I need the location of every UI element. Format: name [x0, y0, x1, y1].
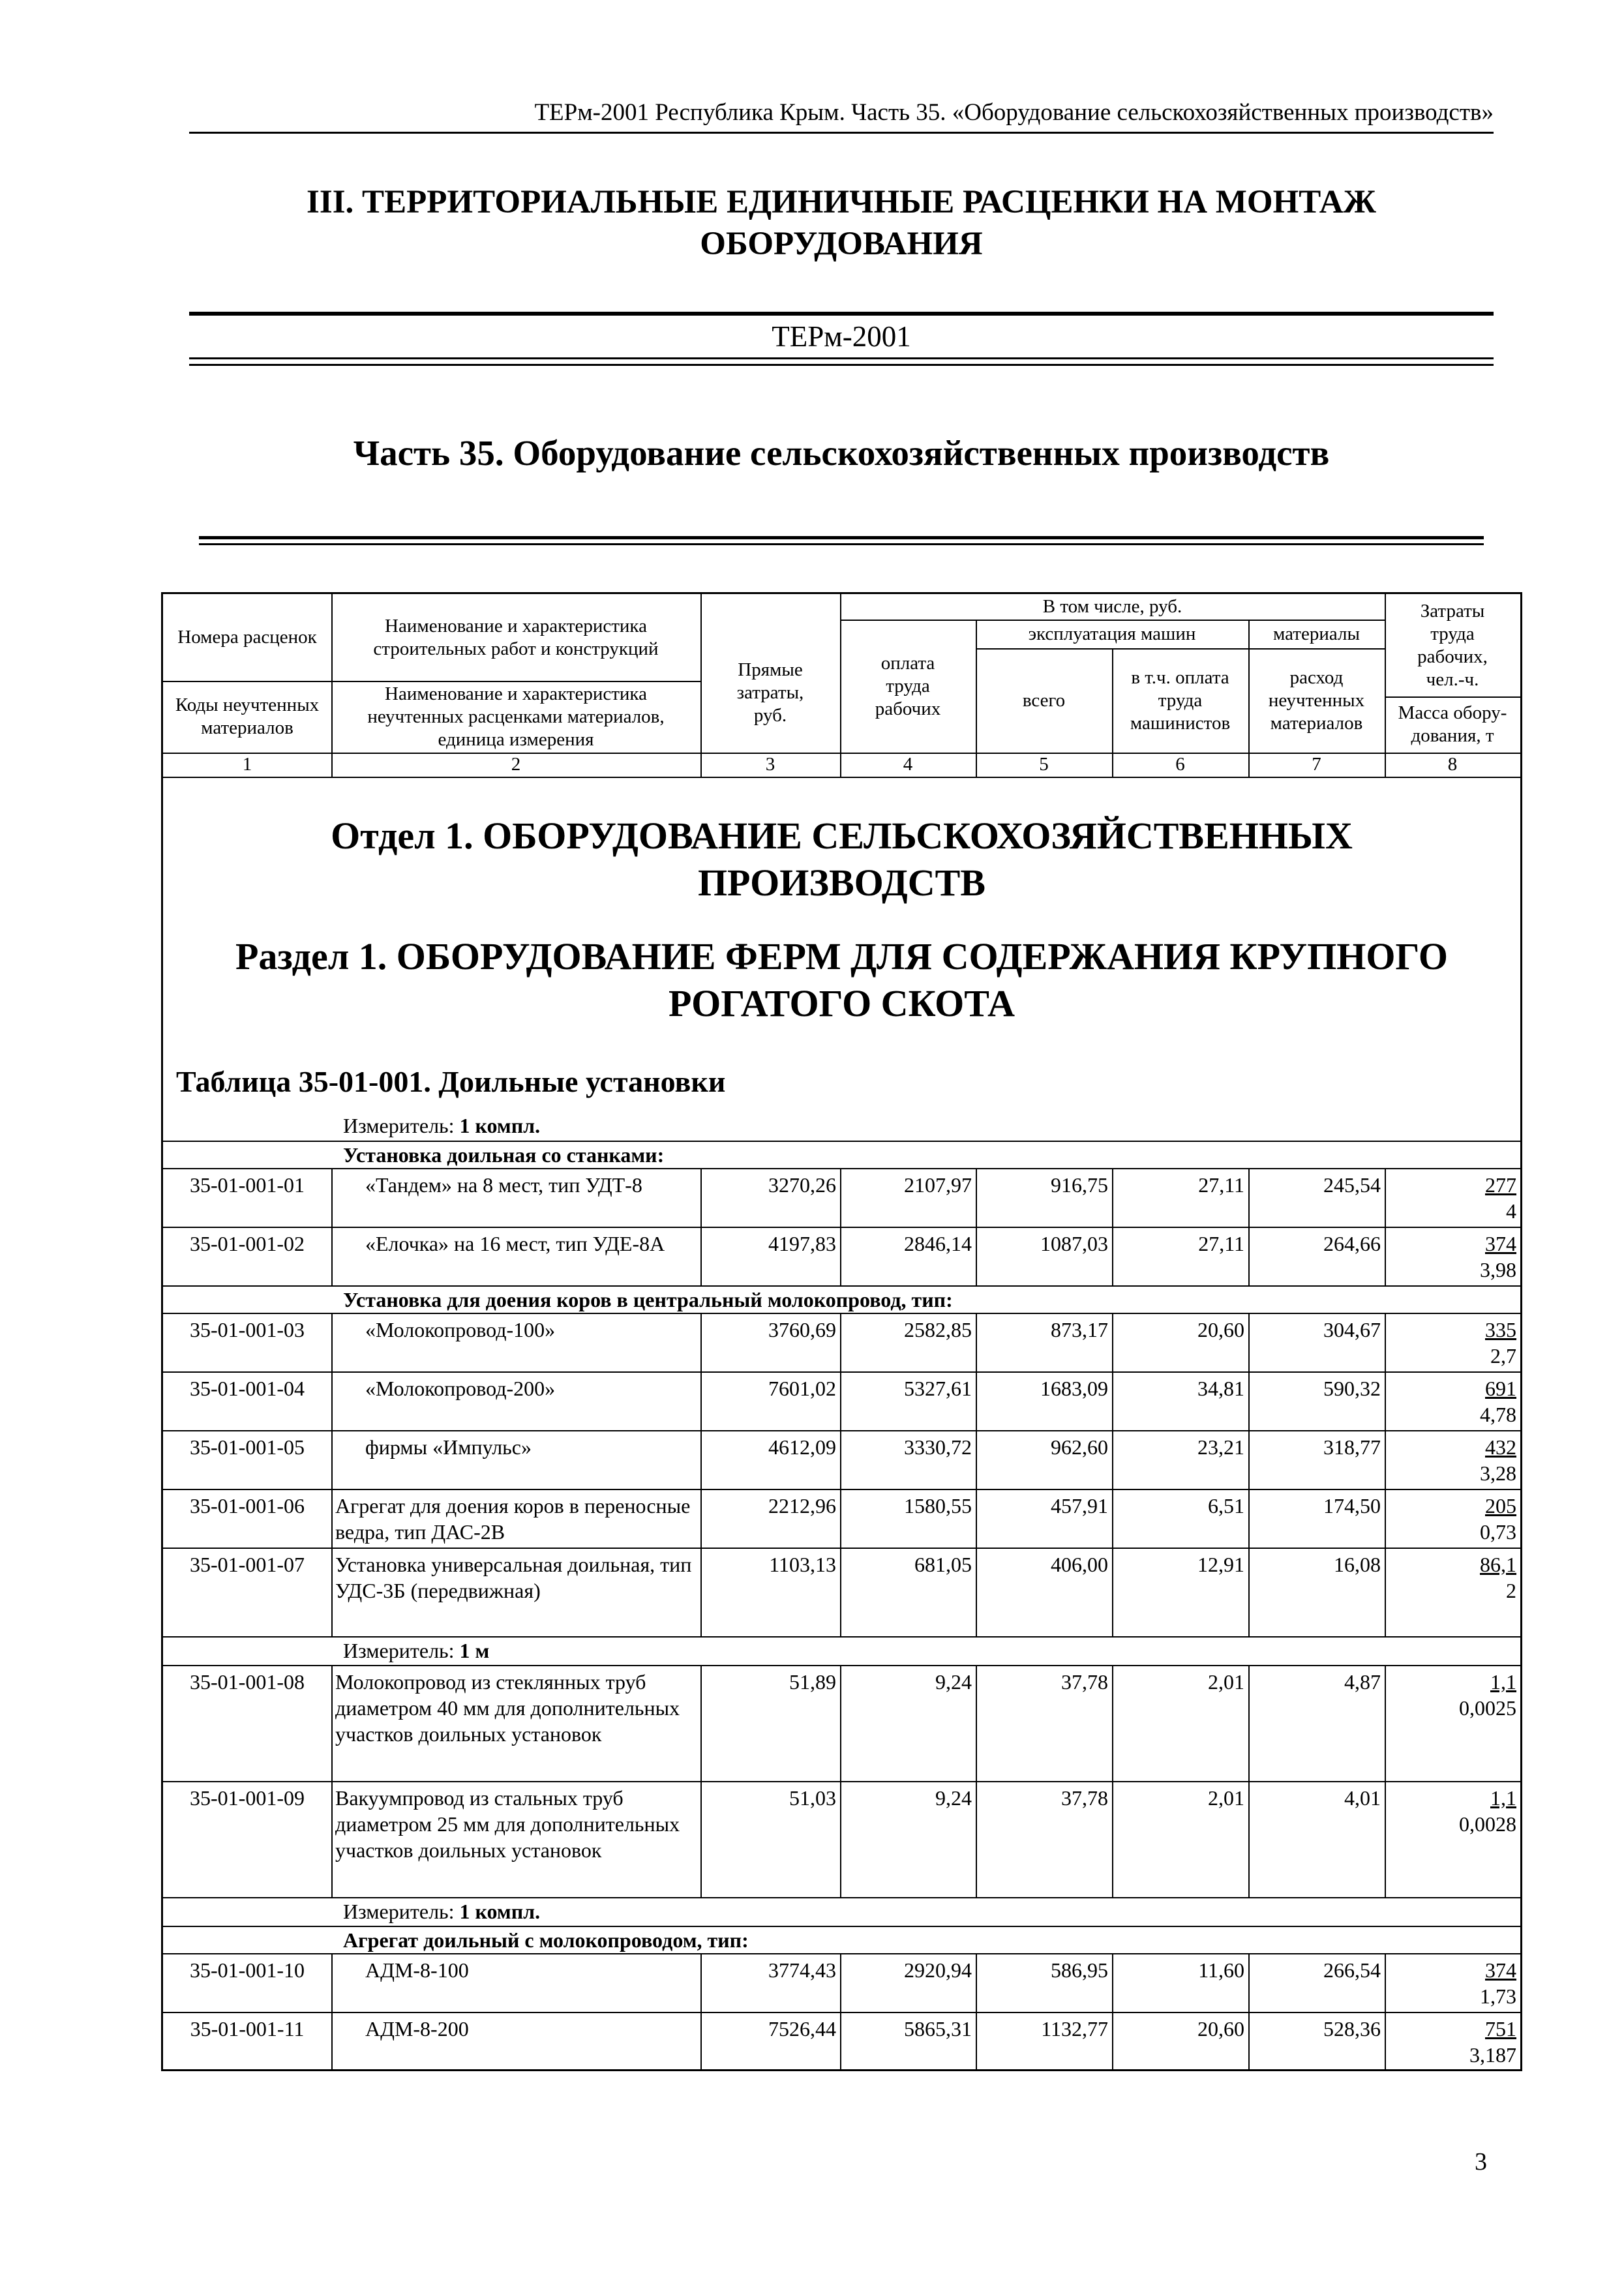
materials-cost: 174,50	[1323, 1494, 1381, 1518]
work-name: АДМ-8-200	[365, 2017, 469, 2041]
labor-hours: 86,1	[1480, 1553, 1516, 1576]
header-materials: материалы	[1273, 623, 1360, 644]
rate-code: 35-01-001-10	[190, 1958, 305, 1982]
part-title: Часть 35. Оборудование сельскохозяйственных производств	[353, 433, 1330, 473]
work-name: Агрегат для доения коров в переносные ведра, тип ДАС-2В	[335, 1494, 691, 1544]
meter-label	[343, 1638, 489, 1664]
labor-hours: 691	[1485, 1377, 1516, 1400]
col-number: 8	[1447, 754, 1458, 775]
work-name: фирмы «Импульс»	[365, 1435, 532, 1459]
machinists-pay: 11,60	[1198, 1958, 1244, 1982]
direct-cost: 3270,26	[768, 1173, 836, 1197]
header-equipment-mass: Масса обору-дования, т	[1398, 702, 1507, 746]
direct-cost: 4197,83	[768, 1232, 836, 1255]
subsection-title	[163, 933, 1520, 1027]
machines-cost: 1132,77	[1041, 2017, 1108, 2041]
machinists-pay: 6,51	[1208, 1494, 1244, 1518]
materials-cost: 266,54	[1323, 1958, 1381, 1982]
materials-cost: 4,01	[1344, 1786, 1381, 1810]
col-number: 7	[1312, 754, 1321, 775]
labor-and-mass	[1385, 1954, 1520, 2009]
labor-hours: 205	[1485, 1494, 1516, 1518]
direct-cost: 4612,09	[768, 1435, 836, 1459]
labor-hours: 277	[1485, 1173, 1516, 1197]
rate-code: 35-01-001-08	[190, 1670, 305, 1694]
work-name: АДМ-8-100	[365, 1958, 469, 1982]
labor-and-mass	[1385, 1373, 1520, 1428]
labor-and-mass	[1385, 1169, 1520, 1224]
header-machines: эксплуатация машин	[1028, 623, 1196, 644]
meter-label	[343, 1113, 540, 1139]
machines-cost: 37,78	[1061, 1670, 1108, 1694]
labor-and-mass	[1385, 1228, 1520, 1283]
header-rule	[189, 132, 1494, 134]
subsection-title-line: Раздел 1. ОБОРУДОВАНИЕ ФЕРМ ДЛЯ СОДЕРЖАНИЯ КРУПНОГО	[235, 935, 1449, 978]
meter-prefix: Измеритель:	[343, 1639, 460, 1662]
running-header: ТЕРм-2001 Республика Крым. Часть 35. «Оборудование сельскохозяйственных производств»	[534, 99, 1494, 126]
table-row	[163, 1782, 1520, 1897]
work-name: Вакуумпровод из стальных труб диаметром 25 мм для дополнительных участков доильных установок	[335, 1786, 680, 1862]
materials-cost: 590,32	[1323, 1377, 1381, 1400]
table-row	[163, 1666, 1520, 1781]
divider	[199, 536, 1484, 539]
table-row	[163, 1373, 1520, 1430]
section-title-line: ОБОРУДОВАНИЯ	[700, 226, 983, 262]
labor-pay: 9,24	[935, 1670, 972, 1694]
work-name: «Тандем» на 8 мест, тип УДТ-8	[365, 1173, 642, 1197]
col-number: 4	[903, 754, 913, 775]
materials-cost: 318,77	[1323, 1435, 1381, 1459]
machines-cost: 37,78	[1061, 1786, 1108, 1810]
equipment-mass: 2,7	[1490, 1344, 1516, 1368]
labor-pay: 5327,61	[904, 1377, 972, 1400]
materials-cost: 528,36	[1323, 2017, 1381, 2041]
machinists-pay: 27,11	[1198, 1173, 1244, 1197]
equipment-mass: 0,0025	[1459, 1696, 1516, 1720]
machines-cost: 1087,03	[1040, 1232, 1108, 1255]
department-title-line: Отдел 1. ОБОРУДОВАНИЕ СЕЛЬСКОХОЗЯЙСТВЕННЫХ	[331, 815, 1353, 857]
divider	[189, 357, 1494, 359]
header-direct-costs: Прямые затраты, руб.	[736, 659, 804, 726]
divider	[189, 312, 1494, 316]
work-name: «Молокопровод-100»	[365, 1318, 556, 1341]
labor-and-mass	[1385, 1490, 1520, 1545]
labor-hours: 432	[1485, 1435, 1516, 1459]
equipment-mass: 1,73	[1480, 1984, 1516, 2008]
col-number: 5	[1039, 754, 1049, 775]
labor-pay: 681,05	[914, 1553, 972, 1576]
header-unaccounted-materials: расход неучтенных материалов	[1268, 666, 1365, 734]
section-title	[189, 181, 1494, 265]
table-row	[163, 1228, 1520, 1285]
col-number: 2	[511, 754, 521, 775]
machinists-pay: 27,11	[1198, 1232, 1244, 1255]
meter-prefix: Измеритель:	[343, 1114, 460, 1137]
labor-pay: 9,24	[935, 1786, 972, 1810]
labor-hours: 751	[1485, 2017, 1516, 2041]
labor-pay: 2920,94	[904, 1958, 972, 1982]
machinists-pay: 20,60	[1197, 2017, 1244, 2041]
machinists-pay: 2,01	[1208, 1786, 1244, 1810]
header-labor-hours: Затраты труда рабочих, чел.-ч.	[1417, 600, 1488, 690]
header-rate-numbers: Номера расценок	[177, 627, 317, 648]
table-row	[163, 1431, 1520, 1489]
equipment-mass: 4	[1506, 1199, 1516, 1223]
code-label: ТЕРм-2001	[772, 320, 911, 353]
table-row	[163, 1169, 1520, 1227]
machinists-pay: 23,21	[1197, 1435, 1244, 1459]
materials-cost: 245,54	[1323, 1173, 1381, 1197]
rates-table	[161, 592, 1522, 2071]
machines-cost: 962,60	[1051, 1435, 1108, 1459]
labor-and-mass	[1385, 1314, 1520, 1369]
rate-code: 35-01-001-07	[190, 1553, 305, 1576]
labor-and-mass	[1385, 1549, 1520, 1604]
direct-cost: 3760,69	[768, 1318, 836, 1341]
labor-pay: 2582,85	[904, 1318, 972, 1341]
meter-unit: 1 компл.	[459, 1900, 541, 1923]
group-heading: Установка доильная со станками:	[343, 1143, 665, 1167]
department-title	[163, 813, 1520, 906]
header-machines-total: всего	[1022, 689, 1066, 711]
labor-hours: 1,1	[1490, 1670, 1516, 1694]
direct-cost: 7526,44	[768, 2017, 836, 2041]
col-number: 1	[242, 754, 252, 775]
rate-code: 35-01-001-11	[190, 2017, 305, 2041]
rate-code: 35-01-001-05	[190, 1435, 305, 1459]
labor-pay: 2846,14	[904, 1232, 972, 1255]
col-number: 3	[765, 754, 775, 775]
section-title-line: III. ТЕРРИТОРИАЛЬНЫЕ ЕДИНИЧНЫЕ РАСЦЕНКИ НА МОНТАЖ	[307, 184, 1376, 220]
equipment-mass: 3,28	[1480, 1461, 1516, 1485]
labor-and-mass	[1385, 2013, 1520, 2068]
header-work-name: Наименование и характеристика строительных работ и конструкций	[373, 615, 659, 659]
group-heading: Установка для доения коров в центральный молокопровод, тип:	[343, 1288, 953, 1311]
header-including: В том числе, руб.	[1042, 596, 1182, 617]
equipment-mass: 4,78	[1480, 1403, 1516, 1426]
labor-pay: 1580,55	[904, 1494, 972, 1518]
machinists-pay: 2,01	[1208, 1670, 1244, 1694]
equipment-mass: 0,0028	[1459, 1812, 1516, 1836]
rate-code: 35-01-001-01	[190, 1173, 305, 1197]
direct-cost: 51,89	[789, 1670, 836, 1694]
machines-cost: 406,00	[1051, 1553, 1108, 1576]
work-name: Установка универсальная доильная, тип УДС-3Б (передвижная)	[335, 1553, 692, 1602]
meter-unit: 1 компл.	[459, 1114, 541, 1137]
labor-and-mass	[1385, 1666, 1520, 1721]
machines-cost: 873,17	[1051, 1318, 1108, 1341]
rate-code: 35-01-001-04	[190, 1377, 305, 1400]
labor-and-mass	[1385, 1782, 1520, 1837]
table-title: Таблица 35-01-001. Доильные установки	[176, 1065, 726, 1098]
divider	[189, 364, 1494, 366]
rate-code: 35-01-001-02	[190, 1232, 305, 1255]
machinists-pay: 20,60	[1197, 1318, 1244, 1341]
table-row	[163, 1490, 1520, 1548]
labor-pay: 3330,72	[904, 1435, 972, 1459]
col-number: 6	[1175, 754, 1185, 775]
machines-cost: 457,91	[1051, 1494, 1108, 1518]
direct-cost: 51,03	[789, 1786, 836, 1810]
table-row	[163, 2013, 1520, 2069]
machinists-pay: 34,81	[1197, 1377, 1244, 1400]
work-name: Молокопровод из стеклянных труб диаметром 40 мм для дополнительных участков доильных установок	[335, 1670, 680, 1746]
table-row	[163, 1954, 1520, 2012]
labor-pay: 5865,31	[904, 2017, 972, 2041]
materials-cost: 264,66	[1323, 1232, 1381, 1255]
table-row	[163, 1549, 1520, 1636]
equipment-mass: 3,187	[1469, 2043, 1516, 2067]
department-title-line: ПРОИЗВОДСТВ	[697, 861, 986, 904]
machines-cost: 586,95	[1051, 1958, 1108, 1982]
labor-hours: 1,1	[1490, 1786, 1516, 1810]
labor-pay: 2107,97	[904, 1173, 972, 1197]
work-name: «Молокопровод-200»	[365, 1377, 556, 1400]
labor-hours: 374	[1485, 1958, 1516, 1982]
machines-cost: 1683,09	[1040, 1377, 1108, 1400]
divider	[199, 543, 1484, 545]
header-material-codes: Коды неучтенных материалов	[175, 695, 320, 738]
rate-code: 35-01-001-06	[190, 1494, 305, 1518]
materials-cost: 4,87	[1344, 1670, 1381, 1694]
table-row	[163, 1314, 1520, 1371]
rate-code: 35-01-001-03	[190, 1318, 305, 1341]
subsection-title-line: РОГАТОГО СКОТА	[669, 982, 1015, 1025]
materials-cost: 16,08	[1334, 1553, 1381, 1576]
header-labor-pay: оплата труда рабочих	[875, 652, 941, 719]
machines-cost: 916,75	[1051, 1173, 1108, 1197]
labor-hours: 374	[1485, 1232, 1516, 1255]
meter-unit: 1 м	[459, 1639, 490, 1662]
header-machinists-pay: в т.ч. оплата труда машинистов	[1130, 666, 1231, 734]
rate-code: 35-01-001-09	[190, 1786, 305, 1810]
group-heading: Агрегат доильный с молокопроводом, тип:	[343, 1928, 749, 1952]
labor-hours: 335	[1485, 1318, 1516, 1341]
work-name: «Елочка» на 16 мест, тип УДЕ-8А	[365, 1232, 665, 1255]
page-number: 3	[1475, 2148, 1487, 2176]
equipment-mass: 3,98	[1480, 1258, 1516, 1281]
direct-cost: 1103,13	[769, 1553, 836, 1576]
meter-label	[343, 1898, 540, 1924]
labor-and-mass	[1385, 1431, 1520, 1486]
meter-prefix: Измеритель:	[343, 1900, 460, 1923]
direct-cost: 7601,02	[768, 1377, 836, 1400]
direct-cost: 3774,43	[768, 1958, 836, 1982]
materials-cost: 304,67	[1323, 1318, 1381, 1341]
equipment-mass: 0,73	[1480, 1520, 1516, 1544]
direct-cost: 2212,96	[768, 1494, 836, 1518]
header-material-name: Наименование и характеристика неучтенных расценками материалов, единица измерения	[367, 683, 665, 750]
machinists-pay: 12,91	[1197, 1553, 1244, 1576]
equipment-mass: 2	[1506, 1579, 1516, 1602]
